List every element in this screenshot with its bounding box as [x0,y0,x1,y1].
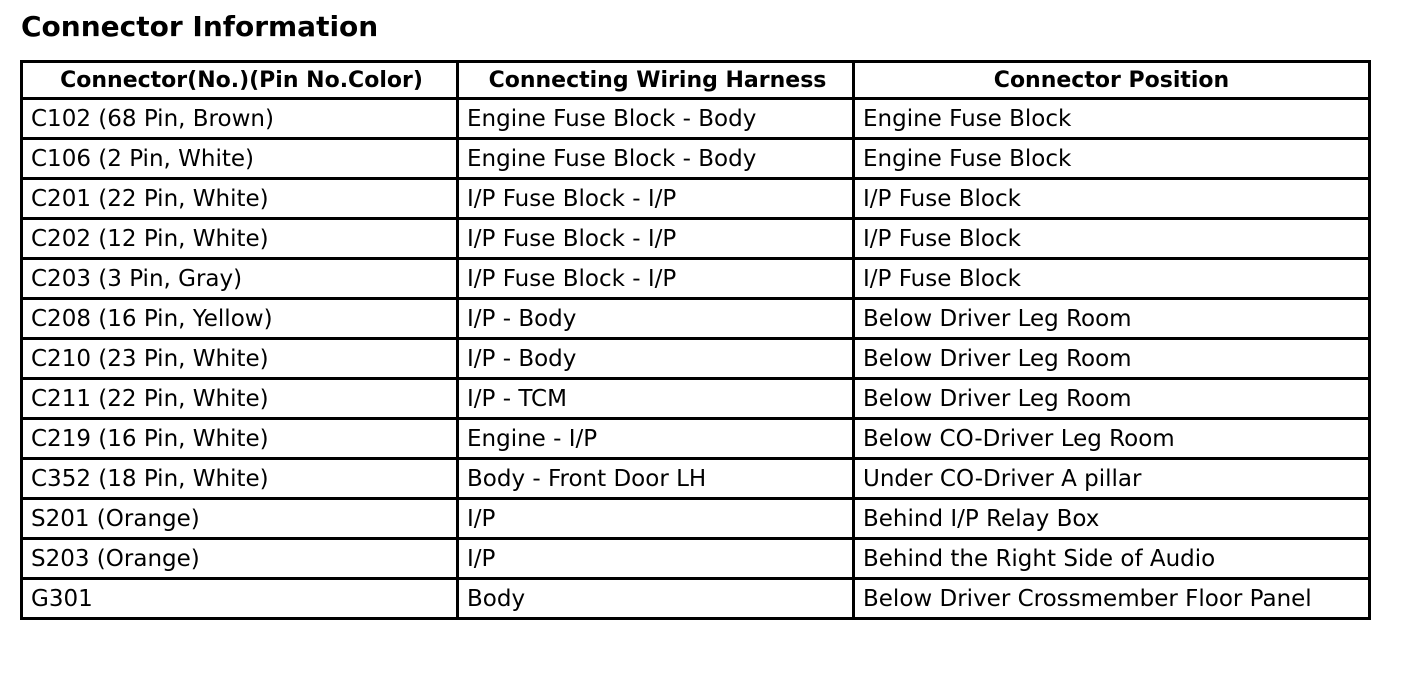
cell-wiring-harness: I/P [458,539,854,579]
cell-connector-position: Below Driver Leg Room [854,379,1370,419]
cell-wiring-harness: I/P - TCM [458,379,854,419]
cell-wiring-harness: Engine Fuse Block - Body [458,139,854,179]
cell-connector: S203 (Orange) [22,539,458,579]
table-row [22,259,1370,299]
table-row [22,179,1370,219]
table-row [22,99,1370,139]
cell-connector: C208 (16 Pin, Yellow) [22,299,458,339]
table-row [22,339,1370,379]
cell-connector-position: Engine Fuse Block [854,139,1370,179]
cell-wiring-harness: Engine - I/P [458,419,854,459]
cell-wiring-harness: Body [458,579,854,619]
cell-connector: C210 (23 Pin, White) [22,339,458,379]
cell-connector: C352 (18 Pin, White) [22,459,458,499]
header-connector-position: Connector Position [854,62,1370,99]
cell-wiring-harness: I/P - Body [458,299,854,339]
cell-connector-position: Behind I/P Relay Box [854,499,1370,539]
cell-connector: C202 (12 Pin, White) [22,219,458,259]
cell-connector-position: Behind the Right Side of Audio [854,539,1370,579]
page-title: Connector Information [21,10,379,43]
table-row [22,299,1370,339]
cell-connector-position: I/P Fuse Block [854,179,1370,219]
cell-connector: G301 [22,579,458,619]
cell-connector-position: I/P Fuse Block [854,219,1370,259]
cell-connector: C201 (22 Pin, White) [22,179,458,219]
cell-connector-position: Below CO-Driver Leg Room [854,419,1370,459]
table-row [22,539,1370,579]
table-row [22,219,1370,259]
cell-connector: C102 (68 Pin, Brown) [22,99,458,139]
table-row [22,419,1370,459]
cell-wiring-harness: I/P [458,499,854,539]
connector-table [20,60,1371,620]
cell-connector: C219 (16 Pin, White) [22,419,458,459]
cell-connector: S201 (Orange) [22,499,458,539]
cell-wiring-harness: I/P Fuse Block - I/P [458,179,854,219]
table-row [22,579,1370,619]
cell-connector-position: I/P Fuse Block [854,259,1370,299]
table-row [22,459,1370,499]
cell-connector: C106 (2 Pin, White) [22,139,458,179]
cell-wiring-harness: I/P Fuse Block - I/P [458,219,854,259]
cell-connector-position: Below Driver Leg Room [854,299,1370,339]
table-row [22,379,1370,419]
table-row [22,499,1370,539]
cell-connector-position: Below Driver Crossmember Floor Panel [854,579,1370,619]
cell-connector: C211 (22 Pin, White) [22,379,458,419]
cell-connector-position: Engine Fuse Block [854,99,1370,139]
cell-wiring-harness: Body - Front Door LH [458,459,854,499]
cell-wiring-harness: I/P Fuse Block - I/P [458,259,854,299]
header-connector: Connector(No.)(Pin No.Color) [22,62,458,99]
cell-wiring-harness: Engine Fuse Block - Body [458,99,854,139]
cell-connector-position: Under CO-Driver A pillar [854,459,1370,499]
table-row [22,139,1370,179]
table-header-row [22,62,1370,99]
cell-connector-position: Below Driver Leg Room [854,339,1370,379]
header-wiring-harness: Connecting Wiring Harness [458,62,854,99]
cell-connector: C203 (3 Pin, Gray) [22,259,458,299]
cell-wiring-harness: I/P - Body [458,339,854,379]
